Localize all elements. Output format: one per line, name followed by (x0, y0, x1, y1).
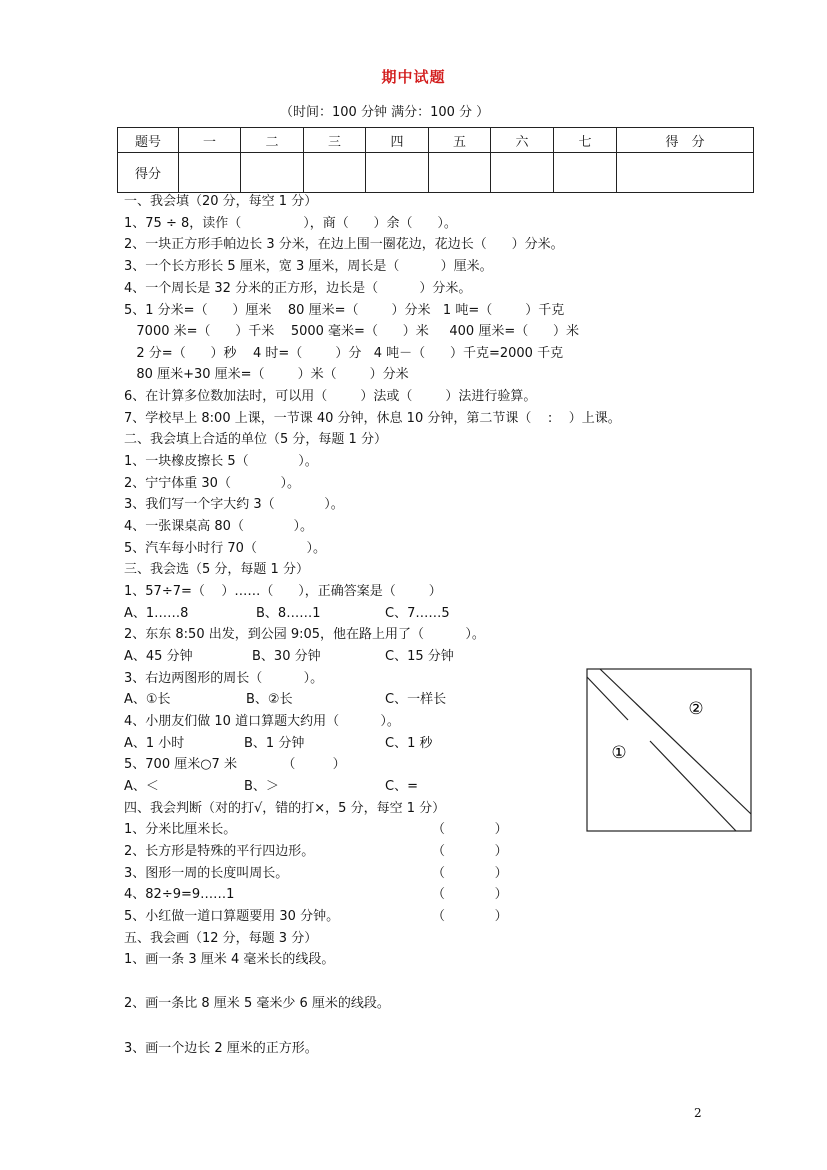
cut-line-lower (650, 741, 736, 831)
choice-b: B、＞ (244, 779, 279, 794)
judge-line: 2、长方形是特殊的平行四边形。 (124, 844, 315, 859)
score-cell[interactable] (179, 153, 241, 193)
score-cell[interactable] (554, 153, 617, 193)
row-label: 得分 (118, 153, 179, 193)
cut-line-upper (587, 677, 628, 720)
perimeter-figure (586, 668, 752, 832)
section-heading: 二、我会填上合适的单位（5 分，每题 1 分） (124, 432, 387, 447)
section-heading: 一、我会填（20 分，每空 1 分） (124, 194, 318, 209)
answer-bracket[interactable]: （ ） (432, 887, 508, 902)
choice-c: C、15 分钟 (385, 649, 454, 664)
header-cell: 二 (241, 128, 304, 153)
choice-b: B、30 分钟 (252, 649, 321, 664)
score-table-row (118, 153, 754, 193)
choice-c: C、1 秒 (385, 736, 433, 751)
shape-label-1: ① (611, 743, 627, 763)
question-line: 6、在计算多位数加法时，可以用（ ）法或（ ）法进行验算。 (124, 389, 537, 404)
choice-a: A、①长 (124, 692, 171, 707)
question-line: 5、700 厘米○7 米 （ ） (124, 757, 346, 772)
choice-c: C、= (385, 779, 418, 794)
exam-info: （时间：100 分钟 满分：100 分 ） (280, 105, 490, 120)
choice-a: A、＜ (124, 779, 159, 794)
choice-c: C、一样长 (385, 692, 447, 707)
answer-bracket[interactable]: （ ） (432, 822, 508, 837)
header-cell: 一 (179, 128, 241, 153)
header-cell: 题号 (118, 128, 179, 153)
question-line: 5、汽车每小时行 70（ ）。 (124, 541, 327, 556)
question-line: 80 厘米+30 厘米=（ ）米（ ）分米 (124, 367, 409, 382)
score-table-header (118, 128, 754, 153)
choice-c: C、7……5 (385, 606, 450, 621)
score-table (117, 127, 754, 193)
judge-line: 1、分米比厘米长。 (124, 822, 237, 837)
choice-b: B、8……1 (256, 606, 321, 621)
section-heading: 三、我会选（5 分，每题 1 分） (124, 562, 309, 577)
question-line: 4、一个周长是 32 分米的正方形，边长是（ ）分米。 (124, 281, 472, 296)
choice-a: A、45 分钟 (124, 649, 193, 664)
judge-line: 4、82÷9=9……1 (124, 887, 235, 902)
answer-bracket[interactable]: （ ） (432, 866, 508, 881)
header-cell: 六 (491, 128, 554, 153)
choice-b: B、②长 (246, 692, 293, 707)
page-number: 2 (694, 1106, 702, 1120)
choice-b: B、1 分钟 (244, 736, 305, 751)
question-line: 1、75 ÷ 8，读作（ ），商（ ）余（ ）。 (124, 216, 457, 231)
question-line: 7、学校早上 8:00 上课，一节课 40 分钟，休息 10 分钟，第二节课（ : ）上课。 (124, 411, 621, 426)
header-cell: 四 (366, 128, 429, 153)
shape-label-2: ② (688, 699, 704, 719)
judge-line: 5、小红做一道口算题要用 30 分钟。 (124, 909, 340, 924)
header-cell: 五 (429, 128, 491, 153)
question-line: 3、一个长方形长 5 厘米，宽 3 厘米，周长是（ ）厘米。 (124, 259, 493, 274)
question-line: 3、画一个边长 2 厘米的正方形。 (124, 1041, 318, 1056)
question-line: 2、一块正方形手帕边长 3 分米，在边上围一圈花边，花边长（ ）分米。 (124, 237, 564, 252)
score-cell[interactable] (617, 153, 754, 193)
header-cell: 七 (554, 128, 617, 153)
choice-a: A、1 小时 (124, 736, 185, 751)
score-cell[interactable] (429, 153, 491, 193)
question-line: 4、一张课桌高 80（ ）。 (124, 519, 314, 534)
question-line: 5、1 分米=（ ）厘米 80 厘米=（ ）分米 1 吨=（ ）千克 (124, 303, 565, 318)
score-cell[interactable] (491, 153, 554, 193)
header-cell: 三 (304, 128, 366, 153)
question-line: 1、画一条 3 厘米 4 毫米长的线段。 (124, 952, 335, 967)
diagonal-line (600, 669, 751, 814)
question-line: 1、一块橡皮擦长 5（ ）。 (124, 454, 318, 469)
answer-bracket[interactable]: （ ） (432, 844, 508, 859)
section-heading: 四、我会判断（对的打√，错的打×，5 分，每空 1 分） (124, 801, 446, 816)
header-cell: 得 分 (617, 128, 754, 153)
question-line: 2、画一条比 8 厘米 5 毫米少 6 厘米的线段。 (124, 996, 390, 1011)
judge-line: 3、图形一周的长度叫周长。 (124, 866, 289, 881)
question-line: 3、我们写一个字大约 3（ ）。 (124, 497, 344, 512)
question-line: 2、东东 8:50 出发，到公园 9:05，他在路上用了（ ）。 (124, 627, 485, 642)
choice-a: A、1……8 (124, 606, 189, 621)
score-cell[interactable] (366, 153, 429, 193)
question-line: 4、小朋友们做 10 道口算题大约用（ ）。 (124, 714, 400, 729)
page-title: 期中试题 (381, 68, 446, 86)
score-cell[interactable] (241, 153, 304, 193)
section-heading: 五、我会画（12 分，每题 3 分） (124, 931, 318, 946)
question-line: 2 分=（ ）秒 4 时=（ ）分 4 吨－（ ）千克=2000 千克 (124, 346, 564, 361)
question-line: 1、57÷7=（ ）……（ ），正确答案是（ ） (124, 584, 442, 599)
question-line: 7000 米=（ ）千米 5000 毫米=（ ）米 400 厘米=（ ）米 (124, 324, 580, 339)
question-line: 3、右边两图形的周长（ ）。 (124, 671, 324, 686)
question-line: 2、宁宁体重 30（ ）。 (124, 476, 301, 491)
answer-bracket[interactable]: （ ） (432, 909, 508, 924)
score-cell[interactable] (304, 153, 366, 193)
